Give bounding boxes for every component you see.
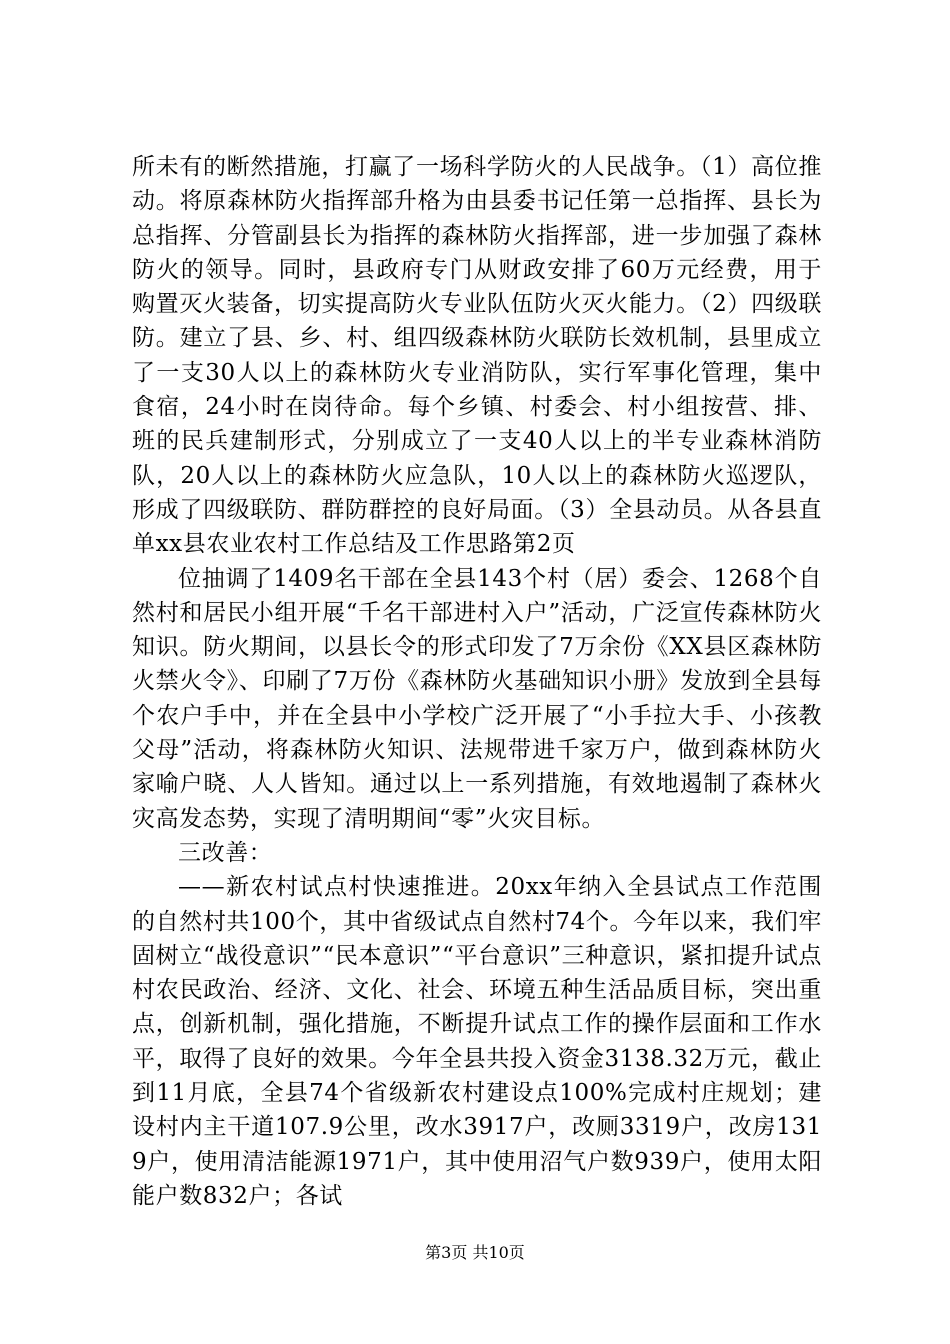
- paragraph-cadre-mobilization: 位抽调了1409名干部在全县143个村（居）委会、1268个自然村和居民小组开展“千名干部进村入户”活动，广泛宣传森林防火知识。防火期间，以县长令的形式印发了7万余份《XX县区森林防火禁火令》、印刷了7万份《森林防火基础知识小册》发放到全县每个农户手中，并在全县中小学校广泛开展了“小手拉大手、小孩教父母”活动，将森林防火知识、法规带进千家万户，做到森林防火家喻户晓、人人皆知。通过以上一系列措施，有效地遏制了森林火灾高发态势，实现了清明期间“零”火灾目标。: [132, 565, 822, 832]
- paragraph-new-rural-pilot: ——新农村试点村快速推进。20xx年纳入全县试点工作范围的自然村共100个，其中省级试点自然村74个。今年以来，我们牢固树立“战役意识”“民本意识”“平台意识”三种意识，紧扣提升试点村农民政治、经济、文化、社会、环境五种生活品质目标，突出重点，创新机制，强化措施，不断提升试点工作的操作层面和工作水平，取得了良好的效果。今年全县共投入资金3138.32万元，截止到11月底，全县74个省级新农村建设点100%完成村庄规划；建设村内主干道107.9公里，改水3917户，改厕3319户，改房1319户，使用清洁能源1971户，其中使用沼气户数939户，使用太阳能户数832户；各试: [132, 874, 822, 1209]
- paragraph-fire-prevention: 所未有的断然措施，打赢了一场科学防火的人民战争。（1）高位推动。将原森林防火指挥部升格为由县委书记任第一总指挥、县长为总指挥、分管副县长为指挥的森林防火指挥部，进一步加强了森林防火的领导。同时，县政府专门从财政安排了60万元经费，用于购置灭火装备，切实提高防火专业队伍防火灭火能力。（2）四级联防。建立了县、乡、村、组四级森林防火联防长效机制，县里成立了一支30人以上的森林防火专业消防队，实行军事化管理，集中食宿，24小时在岗待命。每个乡镇、村委会、村小组按营、排、班的民兵建制形式，分别成立了一支40人以上的半专业森林消防队，20人以上的森林防火应急队，10人以上的森林防火巡逻队，形成了四级联防、群防群控的良好局面。（3）全县动员。从各县直单xx县农业农村工作总结及工作思路第2页: [132, 154, 822, 558]
- section-heading-three-improvements: 三改善：: [178, 839, 273, 866]
- document-body: [132, 150, 822, 1213]
- page-number-footer: 第3页 共10页: [425, 1243, 525, 1262]
